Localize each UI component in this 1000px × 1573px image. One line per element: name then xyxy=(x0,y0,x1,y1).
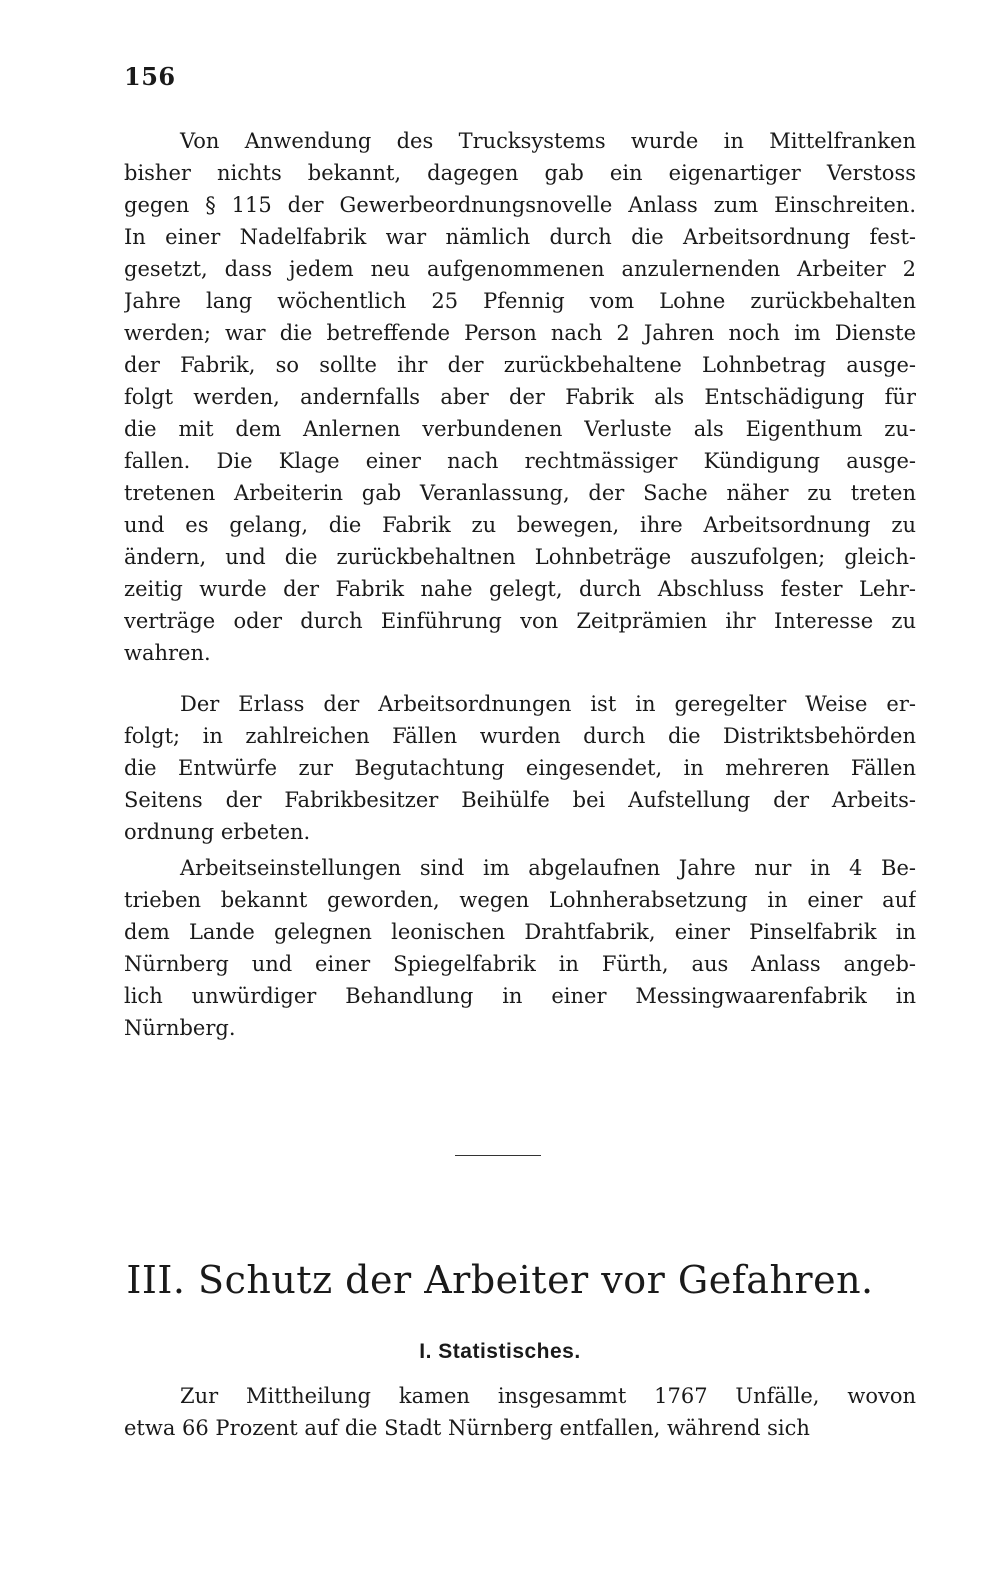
page-number: 156 xyxy=(124,62,176,91)
text-line: etwa 66 Prozent auf die Stadt Nürnberg entfallen, während sich xyxy=(124,1416,810,1440)
paragraph-arbeitsordnungen xyxy=(124,688,916,848)
paragraph-trucksystem xyxy=(124,125,916,669)
text-line: und es gelang, die Fabrik zu bewegen, ihre Arbeitsordnung zu xyxy=(124,513,916,537)
text-line: wahren. xyxy=(124,641,211,665)
text-line: Arbeitseinstellungen sind im abgelaufnen Jahre nur in 4 Be- xyxy=(180,856,916,880)
text-line: Zur Mittheilung kamen insgesammt 1767 Unfälle, wovon xyxy=(180,1384,916,1408)
sub-heading: I. Statistisches. xyxy=(419,1340,581,1363)
text-line: tretenen Arbeiterin gab Veranlassung, der Sache näher zu treten xyxy=(124,481,916,505)
text-line: Nürnberg. xyxy=(124,1016,236,1040)
text-line: gesetzt, dass jedem neu aufgenommenen anzulernenden Arbeiter 2 xyxy=(124,257,916,281)
paragraph-arbeitseinstellungen xyxy=(124,852,916,1044)
text-line: lich unwürdiger Behandlung in einer Messingwaarenfabrik in xyxy=(124,984,916,1008)
text-line: verträge oder durch Einführung von Zeitprämien ihr Interesse zu xyxy=(124,609,916,633)
text-line: Von Anwendung des Trucksystems wurde in Mittelfranken xyxy=(180,129,916,153)
text-line: die Entwürfe zur Begutachtung eingesendet, in mehreren Fällen xyxy=(124,756,916,780)
text-line: Seitens der Fabrikbesitzer Beihülfe bei Aufstellung der Arbeits- xyxy=(124,788,916,812)
text-line: zeitig wurde der Fabrik nahe gelegt, durch Abschluss fester Lehr- xyxy=(124,577,916,601)
text-line: gegen § 115 der Gewerbeordnungsnovelle Anlass zum Einschreiten. xyxy=(124,193,916,217)
text-line: werden; war die betreffende Person nach 2 Jahren noch im Dienste xyxy=(124,321,916,345)
text-line: ordnung erbeten. xyxy=(124,820,311,844)
text-line: dem Lande gelegnen leonischen Drahtfabrik, einer Pinselfabrik in xyxy=(124,920,916,944)
text-line: die mit dem Anlernen verbundenen Verluste als Eigenthum zu- xyxy=(124,417,916,441)
paragraph-statistisches xyxy=(124,1380,916,1444)
text-line: folgt werden, andernfalls aber der Fabrik als Entschädigung für xyxy=(124,385,916,409)
text-line: ändern, und die zurückbehaltnen Lohnbeträge auszufolgen; gleich- xyxy=(124,545,916,569)
text-line: trieben bekannt geworden, wegen Lohnherabsetzung in einer auf xyxy=(124,888,916,912)
text-line: Der Erlass der Arbeitsordnungen ist in geregelter Weise er- xyxy=(180,692,916,716)
text-line: fallen. Die Klage einer nach rechtmässiger Kündigung ausge- xyxy=(124,449,916,473)
text-line: folgt; in zahlreichen Fällen wurden durch die Distriktsbehörden xyxy=(124,724,916,748)
text-line: Nürnberg und einer Spiegelfabrik in Fürth, aus Anlass angeb- xyxy=(124,952,916,976)
text-line: In einer Nadelfabrik war nämlich durch die Arbeitsordnung fest- xyxy=(124,225,916,249)
section-divider xyxy=(455,1155,541,1156)
text-line: der Fabrik, so sollte ihr der zurückbehaltene Lohnbetrag ausge- xyxy=(124,353,916,377)
section-heading: III. Schutz der Arbeiter vor Gefahren. xyxy=(126,1258,874,1302)
text-line: bisher nichts bekannt, dagegen gab ein eigenartiger Verstoss xyxy=(124,161,916,185)
text-line: Jahre lang wöchentlich 25 Pfennig vom Lohne zurückbehalten xyxy=(124,289,916,313)
